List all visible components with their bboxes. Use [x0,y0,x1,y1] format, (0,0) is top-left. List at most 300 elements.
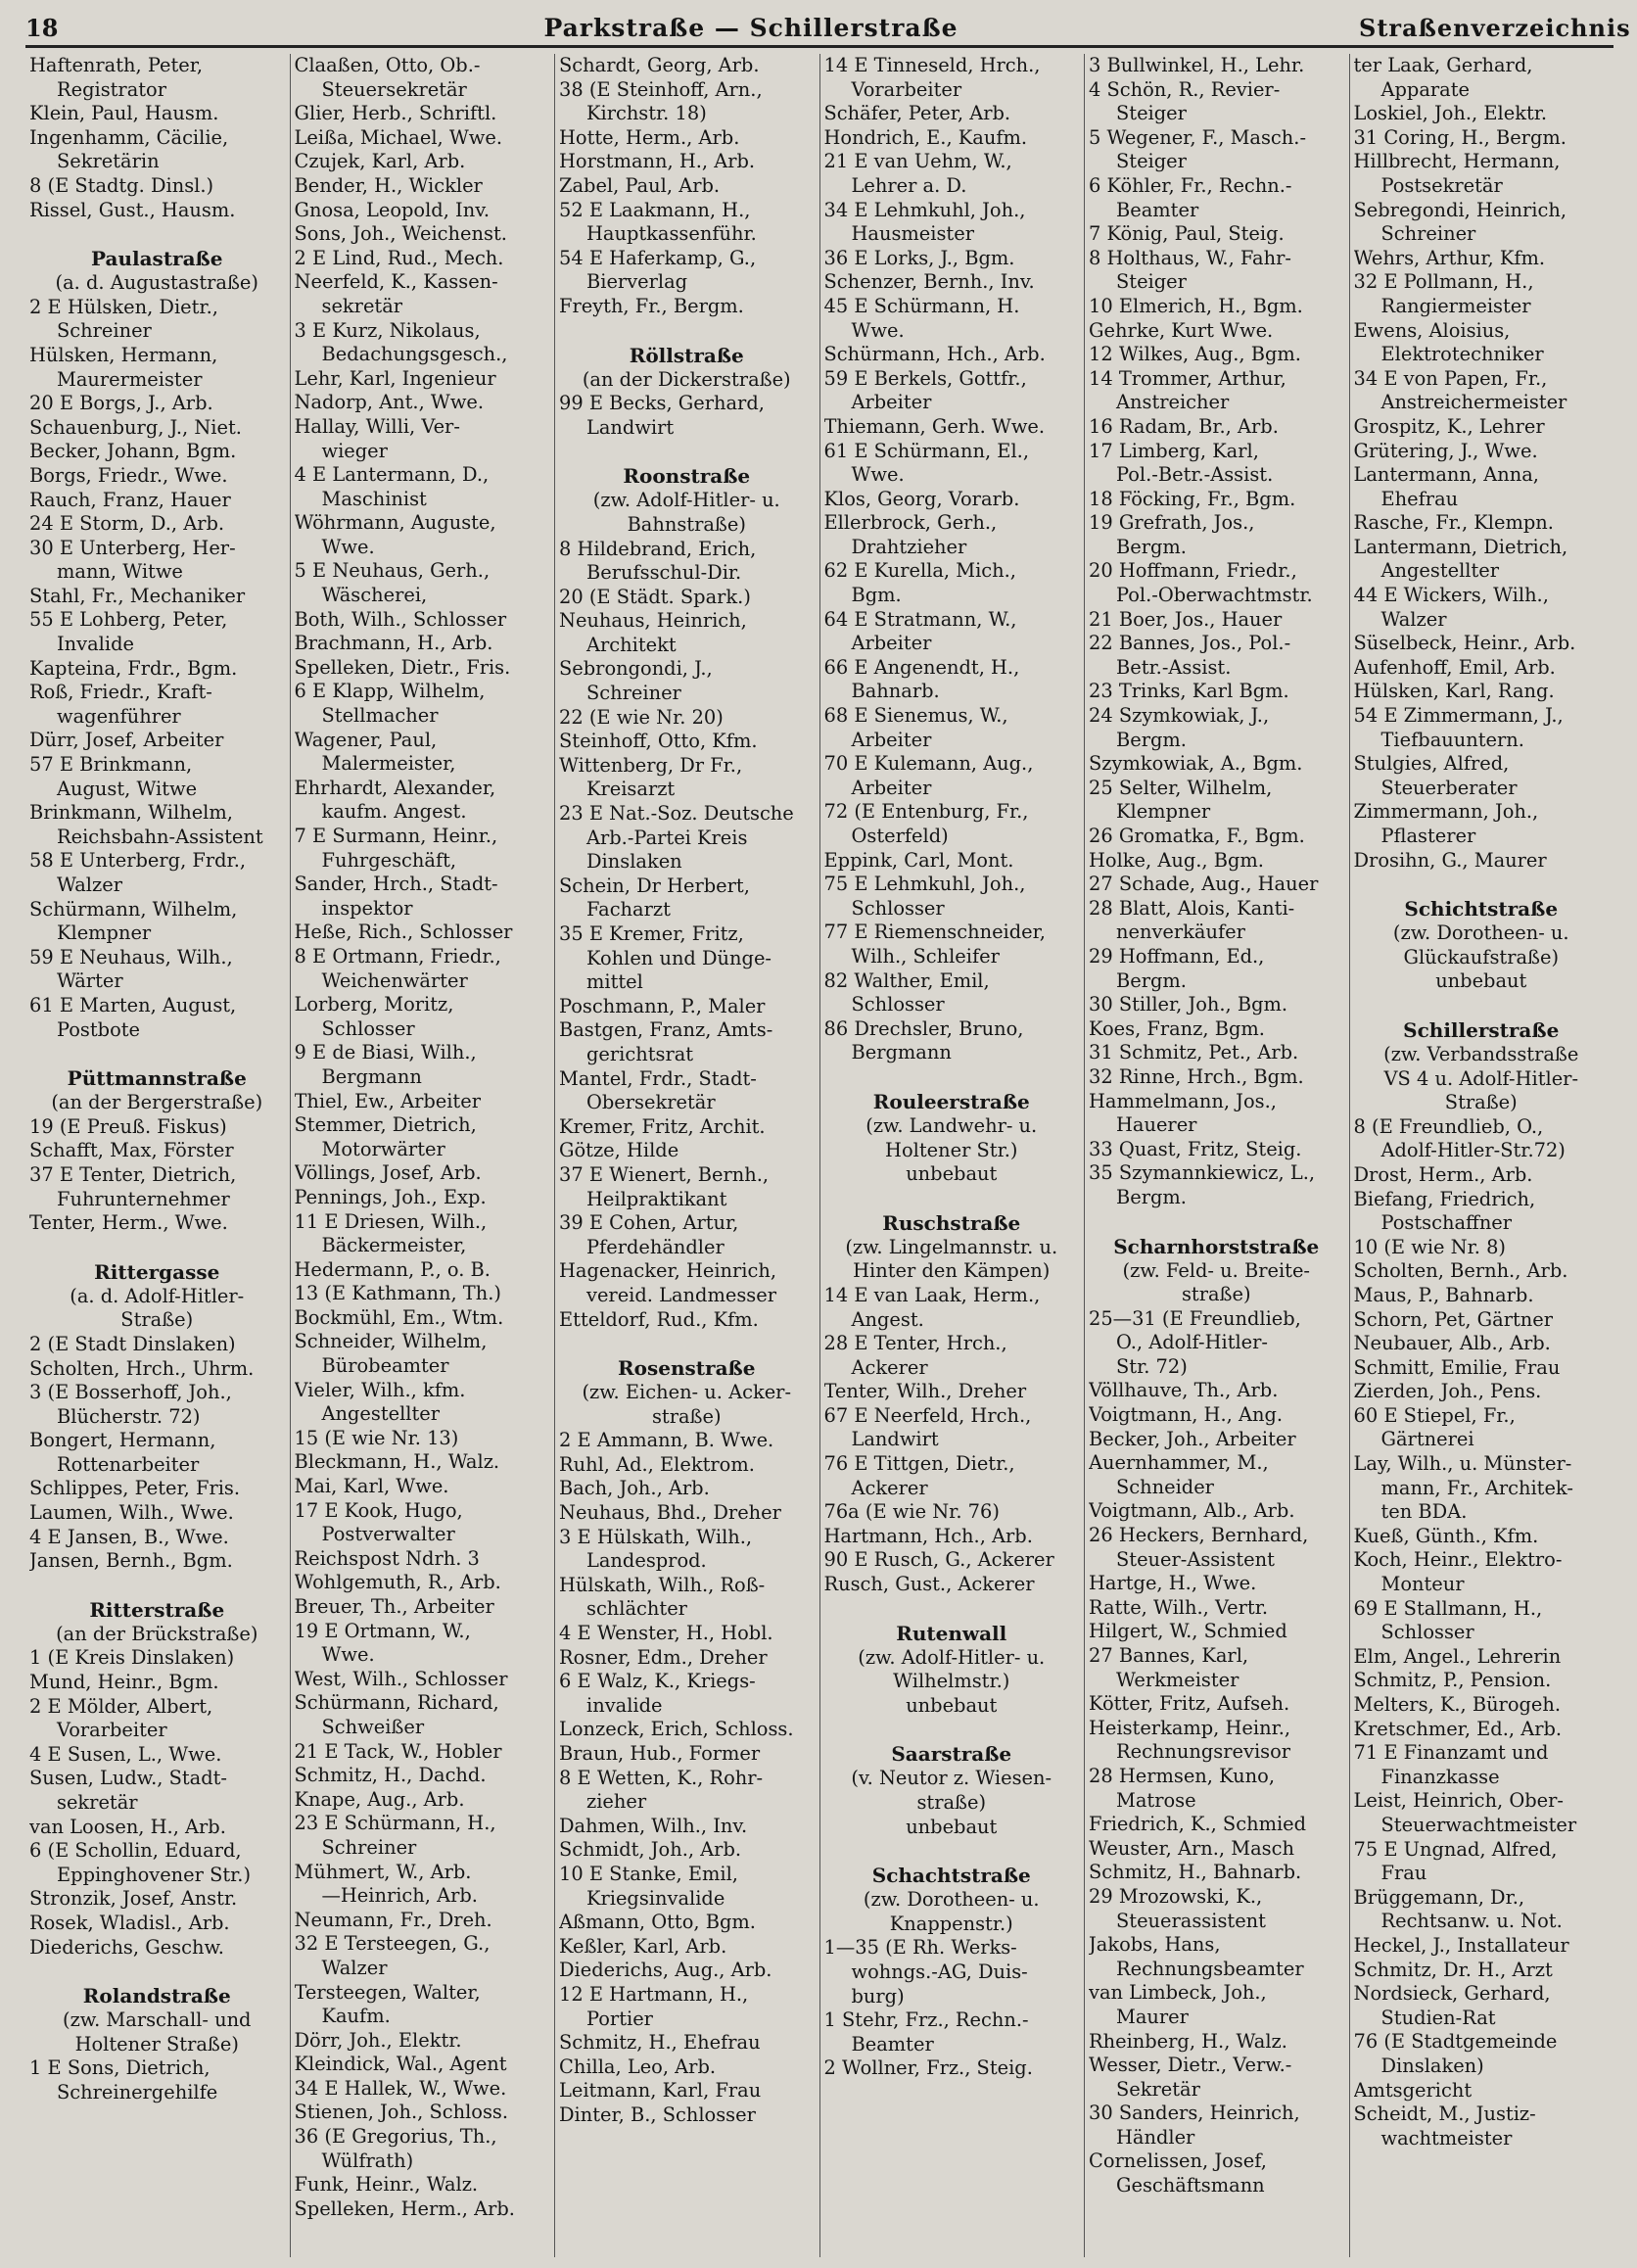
directory-entry: Thiemann, Gerh. Wwe. [823,414,1046,438]
entry-continuation: Steuer-Assistent [1116,1547,1275,1571]
directory-entry: Biefang, Friedrich, [1353,1187,1536,1210]
street-heading: Rouleerstraße [872,1089,1030,1113]
directory-entry: 90 E Rusch, G., Ackerer [823,1548,1054,1572]
entry-continuation: Portier [586,2007,653,2030]
directory-entry: Klos, Georg, Vorarb. [823,487,1020,510]
directory-entry: Kapteina, Frdr., Bgm. [29,656,238,680]
entry-continuation: Wwe. [321,1643,375,1667]
directory-entry: 2 E Mölder, Albert, [29,1694,213,1718]
entry-continuation: Walzer [57,874,122,896]
directory-entry: 1 (E Kreis Dinslaken) [29,1646,235,1670]
entry-continuation: Sekretärin [57,150,160,173]
directory-entry: Ellerbrock, Gerh., [823,511,998,535]
directory-entry: Schmitt, Emilie, Frau [1353,1355,1561,1379]
directory-entry: 13 (E Kathmann, Th.) [294,1282,501,1305]
page-header [25,14,1631,48]
entry-continuation: Schlosser [321,1016,415,1040]
directory-entry: Cornelissen, Josef, [1089,2150,1267,2173]
directory-entry: 12 E Hartmann, H., [559,1982,749,2006]
entry-continuation: Reichsbahn-Assistent [57,825,263,848]
street-heading: Roonstraße [623,464,751,489]
directory-entry: Heisterkamp, Heinr., [1089,1716,1291,1739]
directory-entry: 16 Radam, Br., Arb. [1089,414,1279,438]
entry-continuation: Klempner [57,921,152,945]
directory-entry: Dürr, Josef, Arbeiter [29,729,224,752]
directory-entry: 31 Coring, H., Bergm. [1353,125,1567,149]
directory-entry: West, Wilh., Schlosser [294,1667,508,1690]
entry-continuation: Berufsschul-Dir. [586,561,742,585]
directory-entry: Scholten, Hrch., Uhrm. [29,1356,255,1380]
entry-continuation: Landwirt [586,415,675,439]
directory-entry: Neubauer, Alb., Arb. [1353,1332,1551,1355]
directory-entry: 99 E Becks, Gerhard, [559,392,765,415]
directory-entry: Hülskath, Wilh., Roß- [559,1573,766,1596]
directory-entry: 4 E Susen, L., Wwe. [29,1742,222,1766]
directory-entry: 52 E Laakmann, H., [559,198,751,221]
directory-entry: 27 Schade, Aug., Hauer [1089,873,1319,896]
street-note: (zw. Dorotheen- u. [1392,921,1569,945]
spacer [29,1574,285,1597]
entry-continuation: Arbeiter [851,391,932,414]
spacer [824,1718,1080,1741]
column-3 [555,54,820,2257]
directory-entry: 30 Sanders, Heinrich, [1089,2102,1300,2125]
directory-entry: 69 E Stallmann, H., [1353,1596,1543,1620]
directory-entry: Maus, P., Bahnarb. [1353,1283,1534,1306]
street-note: unbebaut [1435,969,1527,993]
directory-entry: 20 (E Städt. Spark.) [559,585,751,608]
entry-continuation: Angestellter [1380,559,1500,583]
spacer [1354,873,1610,896]
street-note: Bahnstraße) [627,512,746,536]
directory-entry: 11 E Driesen, Wilh., [294,1209,488,1233]
directory-entry: Leitmann, Karl, Frau [559,2079,762,2103]
entry-continuation: Angestellter [321,1402,441,1426]
entry-continuation: Pol.-Oberwachtmstr. [1116,584,1313,607]
directory-entry: 8 Hildebrand, Erich, [559,537,757,560]
entry-continuation: Architekt [586,633,677,656]
column-4 [820,54,1086,2257]
directory-entry: Holke, Aug., Bgm. [1089,848,1264,872]
spacer [559,319,815,343]
entry-continuation: Vorarbeiter [851,77,962,101]
entry-continuation: Gärtnerei [1380,1428,1474,1451]
entry-continuation: Wwe. [851,318,905,342]
directory-entry: Auernhammer, M., [1089,1451,1269,1475]
directory-entry: Schmitz, P., Pension. [1353,1669,1552,1692]
directory-entry: Glier, Herb., Schriftl. [294,102,497,125]
directory-entry: Aufenhoff, Emil, Arb. [1353,655,1556,679]
entry-continuation: Bedachungsgesch., [321,343,508,366]
directory-entry: 37 E Wienert, Bernh., [559,1162,770,1186]
directory-entry: 25 Selter, Wilhelm, [1089,776,1273,799]
directory-entry: Laumen, Wilh., Wwe. [29,1501,234,1525]
directory-entry: Steinhoff, Otto, Kfm. [559,730,758,753]
page-number: 18 [25,14,59,42]
directory-entry: Schürmann, Hch., Arb. [823,343,1046,366]
directory-entry: Drost, Herm., Arb. [1353,1162,1533,1186]
entry-continuation: Geschäftsmann [1116,2174,1265,2197]
entry-continuation: Elektrotechniker [1380,343,1544,366]
directory-entry: 8 E Wetten, K., Rohr- [559,1766,764,1789]
directory-entry: Scholten, Bernh., Arb. [1353,1259,1568,1283]
entry-continuation: mittel [586,970,643,994]
directory-entry: 1 E Sons, Dietrich, [29,2056,210,2080]
directory-entry: Völlhauve, Th., Arb. [1089,1379,1279,1402]
directory-entry: Rosek, Wladisl., Arb. [29,1911,230,1934]
entry-continuation: Bergm. [1116,1185,1187,1208]
directory-entry: Ratte, Wilh., Vertr. [1089,1595,1269,1619]
directory-entry: 58 E Unterberg, Frdr., [29,849,247,873]
entry-continuation: Osterfeld) [851,825,949,847]
directory-entry: 30 Stiller, Joh., Bgm. [1089,993,1288,1016]
directory-entry: 31 Schmitz, Pet., Arb. [1089,1041,1299,1064]
entry-continuation: mann, Witwe [57,560,183,584]
directory-entry: 70 E Kulemann, Aug., [823,752,1034,776]
directory-entry: 10 E Stanke, Emil, [559,1862,738,1885]
directory-entry: Hillbrecht, Hermann, [1353,150,1561,173]
directory-entry: Funk, Heinr., Walz. [294,2173,479,2197]
entry-continuation: Händler [1116,2125,1195,2149]
directory-entry: Chilla, Leo, Arb. [559,2055,717,2078]
directory-entry: 6 (E Schollin, Eduard, [29,1839,242,1863]
directory-entry: Tersteegen, Walter, [294,1980,481,2004]
directory-entry: 36 (E Gregorius, Th., [294,2125,497,2149]
directory-entry: Mund, Heinr., Bgm. [29,1671,219,1694]
directory-entry: 22 (E wie Nr. 20) [559,705,724,729]
directory-entry: 1 Stehr, Frz., Rechn.- [823,2008,1029,2032]
street-note: (v. Neutor z. Wiesen- [851,1767,1052,1790]
entry-continuation: Steuerberater [1380,776,1518,799]
directory-entry: Rusch, Gust., Ackerer [823,1573,1035,1596]
spacer [29,1236,285,1259]
directory-entry: Mantel, Frdr., Stadt- [559,1066,757,1090]
street-note: straße) [1181,1283,1251,1306]
entry-continuation: Arbeiter [851,632,932,655]
directory-entry: Schenzer, Bernh., Inv. [823,270,1035,294]
directory-entry: Wehrs, Arthur, Kfm. [1353,246,1546,269]
entry-continuation: Apparate [1380,77,1470,101]
directory-entry: 19 (E Preuß. Fiskus) [29,1114,227,1138]
directory-entry: Ingenhamm, Cäcilie, [29,125,229,149]
directory-entry: 10 (E wie Nr. 8) [1353,1235,1506,1258]
street-heading: Ritterstraße [89,1597,225,1622]
directory-entry: Nadorp, Ant., Wwe. [294,391,485,414]
street-note: VS 4 u. Adolf-Hitler- [1383,1066,1578,1090]
entry-continuation: Betr.-Assist. [1116,655,1232,679]
directory-entry: Schlippes, Peter, Fris. [29,1477,241,1500]
entry-continuation: Stellmacher [321,704,439,728]
directory-entry: 32 Rinne, Hrch., Bgm. [1089,1064,1304,1088]
entry-continuation: Landwirt [851,1428,939,1451]
directory-entry: Nordsieck, Gerhard, [1353,1982,1551,2006]
street-heading: Röllstraße [629,343,744,367]
directory-entry: Schorn, Pet, Gärtner [1353,1307,1554,1331]
directory-entry: Becker, Johann, Bgm. [29,440,237,463]
entry-continuation: Maschinist [321,487,427,510]
entry-continuation: Schweißer [321,1715,425,1738]
directory-entry: Schmidt, Joh., Arb. [559,1838,742,1862]
entry-continuation: Steiger [1116,270,1187,294]
directory-entry: Gehrke, Kurt Wwe. [1089,318,1274,342]
directory-entry: Ewens, Aloisius, [1353,318,1511,342]
entry-continuation: Facharzt [586,898,671,921]
directory-entry: 54 E Zimmermann, J., [1353,704,1564,728]
directory-entry: Spelleken, Herm., Arb. [294,2197,515,2220]
street-heading: Püttmannstraße [67,1066,247,1091]
directory-entry: 1—35 (E Rh. Werks- [823,1936,1017,1960]
street-note: (zw. Marschall- und [63,2008,252,2032]
directory-entry: 59 E Berkels, Gottfr., [823,366,1027,390]
directory-entry: 14 E Tinneseld, Hrch., [823,54,1041,76]
entry-continuation: Kaufm. [321,2005,391,2028]
directory-entry: 76 E Tittgen, Dietr., [823,1452,1015,1476]
directory-entry: Hotte, Herm., Arb. [559,125,740,149]
entry-continuation: ten BDA. [1380,1500,1468,1524]
directory-entry: 26 Heckers, Bernhard, [1089,1524,1309,1547]
directory-entry: 30 E Unterberg, Her- [29,536,236,559]
directory-entry: 28 Hermsen, Kuno, [1089,1764,1275,1787]
entry-continuation: Bergmann [321,1064,422,1088]
directory-entry: 24 Szymkowiak, J., [1089,704,1270,728]
street-note: (a. d. Adolf-Hitler- [70,1284,245,1307]
entry-continuation: Postbote [57,1017,141,1041]
directory-entry: Borgs, Friedr., Wwe. [29,463,228,487]
directory-entry: 55 E Lohberg, Peter, [29,608,228,632]
directory-entry: Schürmann, Wilhelm, [29,897,238,921]
directory-entry: Keßler, Karl, Arb. [559,1934,727,1958]
directory-entry: 29 Hoffmann, Ed., [1089,944,1265,968]
directory-entry: Schneider, Wilhelm, [294,1330,488,1353]
entry-continuation: Schlosser [851,993,945,1016]
column-5 [1085,54,1350,2257]
entry-continuation: Schlosser [1380,1621,1474,1644]
directory-entry: Aßmann, Otto, Bgm. [559,1911,756,1934]
directory-entry: Szymkowiak, A., Bgm. [1089,752,1303,776]
entry-continuation: mann, Fr., Architek- [1380,1476,1573,1499]
entry-continuation: Steiger [1116,102,1187,125]
directory-entry: Brachmann, H., Arb. [294,632,493,655]
directory-entry: 23 E Schürmann, H., [294,1812,496,1835]
entry-continuation: August, Witwe [57,777,198,800]
street-note: Glückaufstraße) [1403,945,1560,969]
directory-entry: 21 Boer, Jos., Hauer [1089,607,1283,631]
directory-entry: Stienen, Joh., Schloss. [294,2101,509,2124]
entry-continuation: Eppinghovener Str.) [57,1863,252,1886]
directory-entry: 2 E Lind, Rud., Mech. [294,246,504,269]
directory-entry: Breuer, Th., Arbeiter [294,1595,494,1618]
directory-entry: 68 E Sienemus, W., [823,704,1008,728]
directory-entry: van Loosen, H., Arb. [29,1815,226,1838]
directory-entry: 6 Köhler, Fr., Rechn.- [1089,173,1292,197]
directory-entry: 62 E Kurella, Mich., [823,559,1016,583]
directory-entry: Friedrich, K., Schmied [1089,1813,1307,1836]
entry-continuation: Ackerer [851,1355,928,1379]
street-note: (an der Brückstraße) [56,1622,258,1645]
directory-entry: 66 E Angenendt, H., [823,655,1020,679]
entry-continuation: wieger [321,439,388,462]
directory-entry: 18 Föcking, Fr., Bgm. [1089,487,1296,510]
directory-entry: Scheidt, M., Justiz- [1353,2103,1536,2126]
entry-continuation: Angest. [851,1307,924,1331]
street-heading: Rolandstraße [82,1984,231,2008]
entry-continuation: Bergm. [1116,969,1187,992]
directory-entry: 3 E Kurz, Nikolaus, [294,318,481,342]
directory-entry: 35 Szymannkiewicz, L., [1089,1161,1316,1185]
directory-entry: 71 E Finanzamt und [1353,1741,1549,1765]
directory-entry: Kötter, Fritz, Aufseh. [1089,1692,1290,1716]
directory-entry: Stronzik, Josef, Anstr. [29,1887,238,1911]
directory-entry: Zimmermann, Joh., [1353,800,1539,824]
directory-entry: Vieler, Wilh., kfm. [294,1378,466,1401]
entry-continuation: gerichtsrat [586,1042,694,1065]
directory-entry: 17 E Kook, Hugo, [294,1498,463,1522]
directory-entry: Schein, Dr Herbert, [559,874,750,897]
entry-continuation: sekretär [321,294,403,317]
entry-continuation: Weichenwärter [321,969,468,992]
directory-entry: Lantermann, Anna, [1353,463,1539,487]
directory-entry: Wesser, Dietr., Verw.- [1089,2054,1292,2077]
directory-entry: 4 E Wenster, H., Hobl. [559,1622,773,1645]
directory-entry: 32 E Tersteegen, G., [294,1932,491,1956]
directory-entry: Etteldorf, Rud., Kfm. [559,1307,759,1331]
directory-entry: 5 Wegener, F., Masch.- [1089,125,1306,149]
directory-entry: 35 E Kremer, Fritz, [559,922,744,945]
entry-continuation: Steuersekretär [321,77,467,101]
entry-continuation: Bergmann [851,1041,952,1064]
directory-entry: Schmitz, H., Bahnarb. [1089,1861,1302,1884]
entry-continuation: Wärter [57,969,123,993]
directory-entry: 64 E Stratmann, W., [823,607,1017,631]
directory-entry: Neuhaus, Heinrich, [559,609,747,633]
directory-entry: 76 (E Stadtgemeinde [1353,2030,1558,2054]
entry-continuation: Wülfrath) [321,2149,414,2172]
directory-entry: 59 E Neuhaus, Wilh., [29,945,233,969]
entry-continuation: burg) [851,1984,905,2008]
directory-entry: Neumann, Fr., Dreh. [294,1908,492,1931]
directory-entry: Brinkmann, Wilhelm, [29,801,233,825]
street-note: Holtener Straße) [74,2032,239,2055]
street-note: (zw. Adolf-Hitler- u. [858,1645,1046,1669]
entry-continuation: Matrose [1116,1788,1196,1812]
directory-entry: Schmitz, H., Dachd. [294,1764,487,1787]
page-title: Parkstraße — Schillerstraße [543,14,959,42]
directory-entry: Hülsken, Hermann, [29,343,218,366]
directory-entry: 8 (E Freundlieb, O., [1353,1114,1544,1138]
directory-entry: 26 Gromatka, F., Bgm. [1089,825,1305,847]
directory-entry: Schmitz, Dr. H., Arzt [1353,1958,1553,1981]
entry-continuation: Steiger [1116,150,1187,173]
directory-entry: Lehr, Karl, Ingenieur [294,366,496,390]
directory-entry: Kremer, Fritz, Archit. [559,1114,766,1138]
entry-continuation: Schlosser [851,896,945,920]
entry-continuation: Heilpraktikant [586,1187,727,1210]
entry-continuation: Finanzkasse [1380,1765,1500,1788]
directory-entry: Ehrhardt, Alexander, [294,776,496,799]
entry-continuation: Kriegsinvalide [586,1886,725,1910]
directory-entry: 29 Mrozowski, K., [1089,1884,1263,1908]
entry-continuation: Wwe. [321,535,375,558]
directory-entry: Kretschmer, Ed., Arb. [1353,1717,1563,1740]
entry-continuation: Drahtzieher [851,535,967,558]
column-2 [291,54,556,2257]
directory-entry: Eppink, Carl, Mont. [823,848,1014,872]
directory-entry: 25—31 (E Freundlieb, [1089,1306,1301,1330]
directory-entry: Koes, Franz, Bgm. [1089,1016,1265,1040]
directory-entry: Elm, Angel., Lehrerin [1353,1644,1562,1668]
entry-continuation: Fuhrunternehmer [57,1187,230,1210]
entry-continuation: Hauptkassenführ. [586,222,757,246]
directory-entry: Rheinberg, H., Walz. [1089,2029,1287,2053]
directory-entry: 67 E Neerfeld, Hrch., [823,1403,1032,1427]
directory-entry: ter Laak, Gerhard, [1353,54,1533,76]
directory-entry: Amtsgericht [1353,2078,1473,2102]
directory-entry: Becker, Joh., Arbeiter [1089,1427,1296,1450]
entry-continuation: Werkmeister [1116,1668,1239,1691]
entry-continuation: invalide [586,1693,663,1717]
section-title: Straßenverzeichnis [1359,14,1631,42]
street-note: (zw. Landwehr- u. [865,1113,1038,1137]
directory-entry: van Limbeck, Joh., [1089,1981,1267,2005]
directory-entry: Melters, K., Bürogeh. [1353,1693,1562,1716]
directory-entry: Mai, Karl, Wwe. [294,1475,449,1498]
directory-entry: Neuhaus, Bhd., Dreher [559,1501,781,1525]
street-note: Holtener Str.) [885,1138,1018,1161]
entry-continuation: Arbeiter [851,728,932,751]
entry-continuation: Wwe. [851,463,905,487]
directory-entry: 7 E Surmann, Heinr., [294,825,498,847]
directory-entry: Lay, Wilh., u. Münster- [1353,1452,1572,1476]
directory-entry: 38 (E Steinhoff, Arn., [559,77,763,101]
street-heading: Ruschstraße [882,1210,1021,1235]
directory-entry: Sons, Joh., Weichenst. [294,222,507,246]
column-1 [25,54,291,2257]
directory-entry: Rosner, Edm., Dreher [559,1645,768,1669]
directory-entry: 15 (E wie Nr. 13) [294,1426,459,1449]
directory-entry: Voigtmann, H., Ang. [1089,1403,1284,1427]
directory-entry: Susen, Ludw., Stadt- [29,1767,227,1790]
directory-entry: Hartge, H., Wwe. [1089,1572,1257,1595]
directory-entry: 77 E Riemenschneider, [823,921,1046,944]
street-heading: Schillerstraße [1403,1017,1560,1042]
directory-entry: Mühmert, W., Arb. [294,1860,472,1883]
entry-continuation: Beamter [1116,198,1199,221]
entry-continuation: Hausmeister [851,222,974,246]
entry-continuation: Kirchstr. 18) [586,102,707,125]
street-heading: Schachtstraße [871,1864,1031,1888]
entry-continuation: Walzer [1380,607,1447,631]
directory-entry: Voigtmann, Alb., Arb. [1089,1499,1295,1523]
directory-entry: 2 (E Stadt Dinslaken) [29,1332,236,1355]
directory-entry: 21 E van Uehm, W., [823,150,1012,173]
directory-entry: 72 (E Entenburg, Fr., [823,800,1029,824]
entry-continuation: Klempner [1116,800,1211,824]
directory-entry: 75 E Lehmkuhl, Joh., [823,873,1026,896]
directory-entry: 34 E Lehmkuhl, Joh., [823,198,1026,221]
directory-entry: Kleindick, Wal., Agent [294,2053,507,2076]
directory-entry: Stemmer, Dietrich, [294,1113,477,1137]
directory-entry: Schürmann, Richard, [294,1691,499,1715]
directory-entry: 37 E Tenter, Dietrich, [29,1162,237,1186]
entry-continuation: Vorarbeiter [57,1719,167,1742]
entry-continuation: Bäckermeister, [321,1234,467,1257]
entry-continuation: —Heinrich, Arb. [321,1884,478,1908]
entry-continuation: Kohlen und Dünge- [586,946,772,969]
street-heading: Saarstraße [891,1742,1012,1767]
directory-entry: Spelleken, Dietr., Fris. [294,655,511,679]
directory-entry: Poschmann, P., Maler [559,994,766,1017]
directory-entry: 28 E Tenter, Hrch., [823,1332,1007,1355]
